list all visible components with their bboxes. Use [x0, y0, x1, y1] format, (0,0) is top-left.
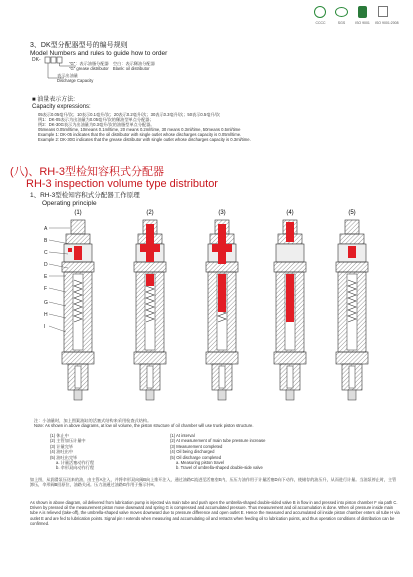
cert-logo: ISO 9001:2008: [375, 6, 399, 25]
code-prefix: DK-: [32, 57, 41, 63]
distributor-diagrams: [0, 208, 413, 413]
diagram-3-label: (3): [218, 210, 226, 216]
legend-en: (1) At interval (2) At measurement of main tube pressure increase (3) Measurement completed (4) Oil being discharged (5) Oil discharge completed a. Measuring piston travel b. Travel of umbrella-shaped double-side valve: [170, 433, 266, 471]
model-title-en: Model Numbers and rules to guide how to order: [30, 50, 168, 57]
diagram-5-label: (5): [348, 210, 356, 216]
note-cn: 注：小油量时，加上图案油缸的活塞式结构来采用检查式结构。: [34, 418, 152, 423]
capacity-heading: ■ 油量表示方法: Capacity expressions:: [32, 97, 91, 110]
section8-title-cn: (八)、RH-3型检知容积式分配器: [10, 166, 164, 178]
callout-h: H: [44, 312, 48, 318]
description-en: As shown in above diagram, oil delivered from lubrication pump is injected via main tube and push open the umbrella-shaped double-sided valve B in flow in and pressed into piston chamber F via path C. Driven by pressed oil the measurement piston move downward and spring G is compressed and accumulated pressure. Thus measurement and oil accumulation is done. When oil pressure inside main tube A is relieved (take-off), the umbrella-shaped valve moves downward due to pressure difference and open outlet E. Hence the measured and accumulated oil inside piston chamber enters oil tube H via outlet E and are fed to lubrication points. Signal pin I extends when measuring and accumulating oil and retracts when feeding oil to lubrication points, and thus operation conditions of distribution can be confirmed.: [30, 500, 400, 526]
callout-e: E: [44, 274, 48, 280]
iso-logo: ISO 9001: [354, 6, 371, 25]
code-notes-capacity: 表示出油量 Discharge Capacity: [57, 73, 94, 83]
ccc-logo: CCCC: [312, 6, 329, 25]
callout-f: F: [44, 286, 48, 292]
note-en: Note: As shown in above diagrams, at low oil volume, the piston structure of oil chamber will use trunk piston structure.: [34, 423, 254, 428]
callout-g: G: [44, 300, 48, 306]
description-cn: 如上图，从润滑泵压送来的油，由主管A注入，并将伞形双向阀B向上推开注入，通过油路C流进至活塞室E内，压压力油作用于计量活塞D向下动作，使储存的油压升，从而进行计量。当油泵停止时，主管卸压，伞形阀B回原位，油路关闭。压力油通过油路G作用于指示针H。: [30, 477, 397, 488]
code-notes-grease: "G"：表示油脂分配器 空白：表示稀油分配器 "G" grease distributor Blank: oil distributor: [69, 61, 155, 71]
capacity-lines: 05表示0.05毫升/次；10表示0.1毫升/次；20表示0.2毫升/次；30表示0.3毫升/次；50表示0.5毫升/次 例1：DK-05表示为出油量为0.05毫升/次的稀油型单点分配器； 例2：DK-30G表示为出油量为0.3毫升/次的油脂型单点分配器。 05means 0.05ml/time, 10means 0.1ml/time, 20 means 0.2ml/time, 30 means 0.3ml/time, 50means 0.5ml/time Example 1: DK-05 indicates that the oil distributor with single outlet whose discharges capacity is 0.05ml/time. Example 2: DK-30G indicates that the grease distributor with single outlet whose discharges capacity is 0.3ml/time.: [38, 112, 251, 142]
section8-title-en: RH-3 inspection volume type distributor: [26, 178, 218, 190]
operating-principle-heading: 1、RH-3型检知容积式分配器工作原理 Operating principle: [30, 192, 140, 207]
model-title-cn: 3、DK型分配器型号的编号规则: [30, 42, 128, 49]
certification-logos: [312, 6, 399, 25]
note-block: [34, 418, 253, 428]
model-section-heading: [30, 40, 167, 57]
diagram-1-label: (1): [74, 210, 82, 216]
diagram-4-label: (4): [286, 210, 294, 216]
section8-title: [10, 166, 218, 190]
diagram-2-label: (2): [146, 210, 154, 216]
callout-b: B: [44, 238, 48, 244]
legend-cn: (1) 休止中 (2) 主管加压计量中 (3) 计量完毕 (4) 油吐出中 (5) 油吐出完毕 a. 计量活塞动作行程 b. 伞形双向动作行程: [50, 433, 95, 471]
sgs-logo: SGS: [333, 6, 350, 25]
callout-i: I: [44, 324, 46, 330]
callout-d: D: [44, 262, 48, 268]
callout-a: A: [44, 226, 48, 232]
callout-c: C: [44, 250, 48, 256]
model-code-diagram: [32, 57, 155, 83]
